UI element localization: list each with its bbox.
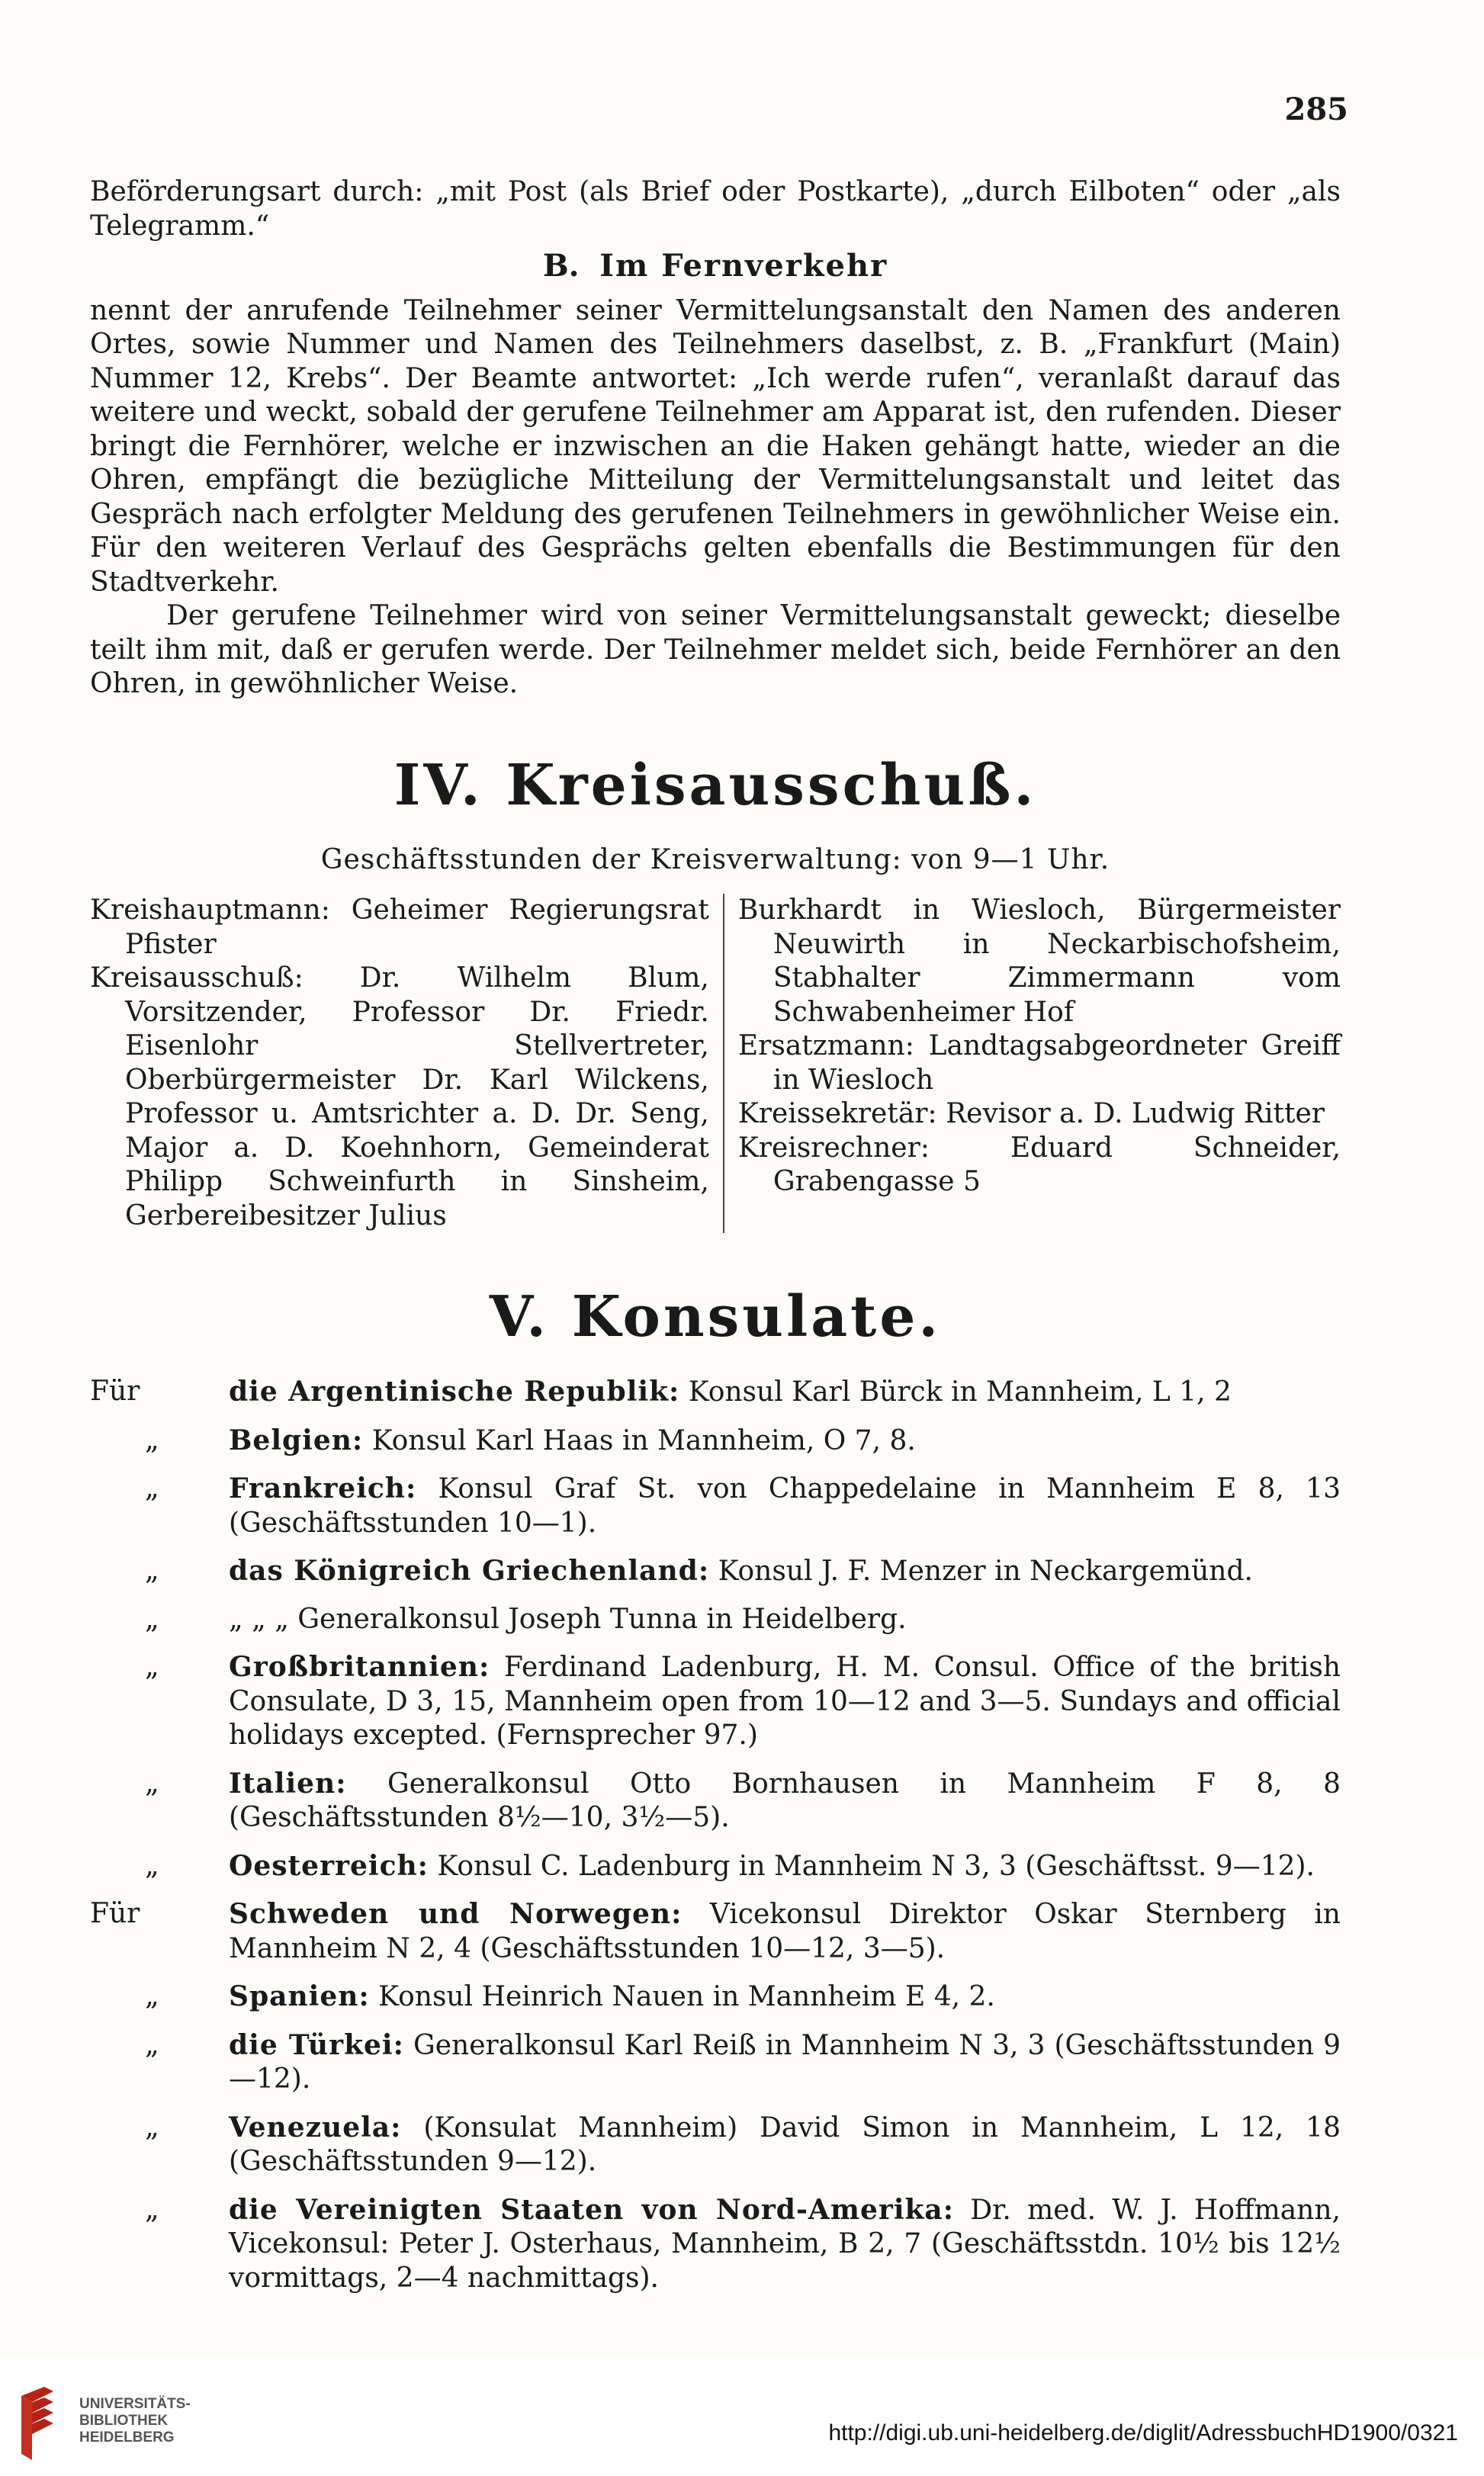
entry-text: Vicekonsul Direktor Oskar Sternberg in Mannheim N 2, 4 (Geschäftsstunden 10—12, 3—5). <box>229 1899 1341 1964</box>
left-column <box>90 894 724 1233</box>
kreishauptmann-entry: Kreishauptmann: Geheimer Regierungsrat Pfister <box>90 894 709 960</box>
library-name-line3: HEIDELBERG <box>79 2429 175 2445</box>
library-name <box>79 2396 191 2446</box>
entry-country: Frankreich: <box>229 1472 417 1505</box>
entry-country: Großbritannien: <box>229 1651 490 1683</box>
entry-country: die Argentinische Republik: <box>229 1376 680 1408</box>
consulate-entry-usa <box>90 2193 1341 2296</box>
section-v-heading <box>90 1284 1341 1350</box>
consulate-entry-spain <box>90 1980 1341 2015</box>
members-continuation-entry: Burkhardt in Wiesloch, Bürgermeister Neuwirth in Neckarbischofsheim, Stabhalter Zimmermann vom Schwabenheimer Hof <box>737 894 1341 1028</box>
entry-country: Oesterreich: <box>229 1849 429 1882</box>
entry-text: Generalkonsul Karl Reiß in Mannheim N 3, 3 (Geschäftsstunden 9—12). <box>229 2029 1341 2095</box>
viewer-footer <box>0 2365 1484 2476</box>
section-b-label: B. <box>542 248 580 284</box>
section-b-heading <box>90 249 1341 284</box>
entry-text: Generalkonsul Joseph Tunna in Heidelberg. <box>297 1603 907 1635</box>
entry-country: die Vereinigten Staaten von Nord-Amerika: <box>229 2193 955 2226</box>
consulate-entry-venezuela <box>90 2111 1341 2179</box>
entry-country: Belgien: <box>229 1424 364 1456</box>
consulate-entry-belgium <box>90 1424 1341 1459</box>
library-logo[interactable] <box>14 2381 212 2465</box>
entry-country: Spanien: <box>229 1980 370 2012</box>
fernverkehr-paragraph: nennt der anrufende Teilnehmer seiner Vermittelungsanstalt den Namen des anderen Ortes, sowie Nummer und Namen des Teilnehmers daselbst, z. B. „Frankfurt (Main) Nummer 12, Krebs“. Der Beamte antwortet: „Ich werde rufen“, veranlaßt darauf das weitere und weckt, sobald der gerufene Teilnehmer am Apparat ist, den rufenden. Dieser bringt die Fernhörer, welche er inzwischen an die Haken gehängt hatte, wieder an die Ohren, empfängt die bezügliche Mitteilung der Vermittelungsanstalt und leitet das Gespräch nach erfolgter Meldung des gerufenen Teilnehmers in gewöhnlicher Weise ein. Für den weiteren Verlauf des Gesprächs gelten ebenfalls die Bestimmungen für den Stadtverkehr. <box>90 294 1341 598</box>
entry-country: Venezuela: <box>229 2111 402 2144</box>
entry-text: Konsul Karl Bürck in Mannheim, L 1, 2 <box>688 1376 1232 1408</box>
consulate-entry-argentina <box>90 1375 1341 1410</box>
entry-lead: „ <box>145 1603 159 1635</box>
entry-text: Konsul Karl Haas in Mannheim, O 7, 8. <box>371 1424 916 1456</box>
consulate-entry-turkey <box>90 2028 1341 2097</box>
right-column <box>724 894 1341 1233</box>
entry-lead: „ <box>145 2028 159 2060</box>
section-iv-title: Kreisausschuß. <box>506 752 1037 818</box>
ditto-marks: „ „ „ <box>229 1603 289 1635</box>
kreisrechner-entry: Kreisrechner: Eduard Schneider, Grabengasse 5 <box>737 1132 1341 1197</box>
entry-country: die Türkei: <box>229 2028 404 2061</box>
library-seal-icon <box>14 2381 75 2465</box>
consulate-entry-greece <box>90 1554 1341 1589</box>
consulate-entry-france <box>90 1472 1341 1540</box>
consulate-entry-austria <box>90 1849 1341 1884</box>
section-iv-numeral: IV. <box>393 752 483 818</box>
section-v-title: Konsulate. <box>571 1284 942 1350</box>
continuation-paragraph: Beförderungsart durch: „mit Post (als Brief oder Postkarte), „durch Eilboten“ oder „als Telegramm.“ <box>90 176 1341 242</box>
section-v-numeral: V. <box>489 1284 550 1350</box>
entry-lead: „ <box>145 1767 159 1799</box>
entry-lead: Für <box>90 1898 140 1929</box>
page-number: 285 <box>1284 92 1348 127</box>
entry-text: Dr. med. W. J. Hoffmann, Vicekonsul: Peter J. Osterhaus, Mannheim, B 2, 7 (Geschäftsstdn. 10½ bis 12½ vormittags, 2—4 nachmittags). <box>229 2194 1341 2294</box>
entry-text: Konsul Heinrich Nauen in Mannheim E 4, 2. <box>378 1981 995 2012</box>
entry-lead: „ <box>145 1472 159 1504</box>
section-iv-subtitle: Geschäftsstunden der Kreisverwaltung: von 9—1 Uhr. <box>320 843 1110 875</box>
entry-lead: „ <box>145 1980 159 2012</box>
entry-text: (Konsulat Mannheim) David Simon in Mannheim, L 12, 18 (Geschäftsstunden 9—12). <box>229 2112 1341 2177</box>
entry-lead: „ <box>145 1651 159 1682</box>
entry-text: Konsul J. F. Menzer in Neckargemünd. <box>718 1556 1253 1587</box>
entry-lead: Für <box>90 1376 140 1407</box>
section-iv-heading <box>90 752 1341 818</box>
consulate-entry-italy <box>90 1767 1341 1835</box>
kreissekretaer-entry: Kreissekretär: Revisor a. D. Ludwig Ritter <box>737 1098 1325 1129</box>
page-content <box>90 175 1341 2309</box>
entry-lead: „ <box>145 1849 159 1881</box>
section-b-title: Im Fernverkehr <box>599 248 888 284</box>
library-name-line1: UNIVERSITÄTS- <box>79 2396 191 2412</box>
entry-text: Generalkonsul Otto Bornhausen in Mannheim F 8, 8 (Geschäftsstunden 8½—10, 3½—5). <box>229 1768 1341 1833</box>
entry-text: Ferdinand Ladenburg, H. M. Consul. Office of the british Consulate, D 3, 15, Mannheim open from 10—12 and 3—5. Sundays and official holidays excepted. (Fernsprecher 97.) <box>229 1652 1341 1751</box>
consulate-list <box>90 1375 1341 2295</box>
entry-lead: „ <box>145 1424 159 1456</box>
entry-lead: „ <box>145 1555 159 1586</box>
gerufene-paragraph: Der gerufene Teilnehmer wird von seiner Vermittelungsanstalt geweckt; dieselbe teilt ihm mit, daß er gerufen werde. Der Teilnehmer meldet sich, beide Fernhörer an den Ohren, in gewöhnlicher Weise. <box>90 600 1341 699</box>
entry-text: Konsul Graf St. von Chappedelaine in Mannheim E 8, 13 (Geschäftsstunden 10—1). <box>229 1473 1341 1539</box>
source-url-link[interactable]: http://digi.ub.uni-heidelberg.de/diglit/AdressbuchHD1900/0321 <box>828 2420 1458 2445</box>
kreisausschuss-entry: Kreisausschuß: Dr. Wilhelm Blum, Vorsitzender, Professor Dr. Friedr. Eisenlohr Stellvertreter, Oberbürgermeister Dr. Karl Wilckens, Professor u. Amtsrichter a. D. Dr. Seng, Major a. D. Koehnhorn, Gemeinderat Philipp Schweinfurth in Sinsheim, Gerbereibesitzer Julius <box>90 962 709 1232</box>
entry-lead: „ <box>145 2193 159 2225</box>
consulate-entry-britain <box>90 1650 1341 1753</box>
library-name-line2: BIBLIOTHEK <box>79 2413 169 2429</box>
kreisausschuss-columns <box>90 894 1341 1233</box>
entry-country: das Königreich Griechenland: <box>229 1555 710 1587</box>
ersatzmann-entry: Ersatzmann: Landtagsabgeordneter Greiff in Wiesloch <box>737 1030 1341 1096</box>
entry-country: Italien: <box>229 1767 347 1800</box>
entry-text: Konsul C. Ladenburg in Mannheim N 3, 3 (Geschäftsst. 9—12). <box>437 1850 1315 1882</box>
entry-country: Schweden und Norwegen: <box>229 1898 683 1930</box>
consulate-entry-greece-general <box>90 1603 1341 1637</box>
consulate-entry-sweden-norway <box>90 1897 1341 1966</box>
entry-lead: „ <box>145 2111 159 2143</box>
